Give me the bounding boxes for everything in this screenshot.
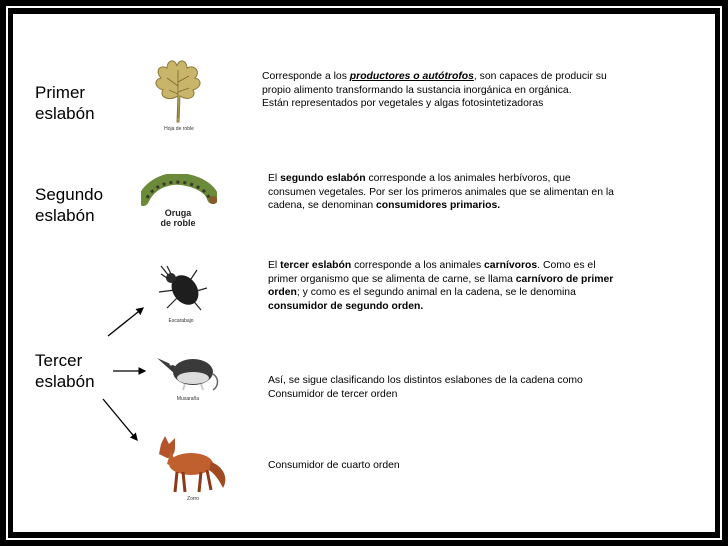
description-tercer-orden: [268, 374, 708, 401]
text-line: consumen vegetales. Por ser los primeros animales que se alimentan en la: [268, 186, 614, 198]
text-run: , son capaces de producir su: [473, 71, 607, 82]
text-line: Están representados por vegetales y algas fotosintetizadoras: [262, 98, 544, 110]
text-line: propio alimento transformando la sustancia inorgánica en orgánica.: [262, 84, 572, 96]
text-run: ; y como es el segundo animal en la cadena, se le denomina: [296, 287, 576, 299]
label-line: eslabón: [35, 372, 95, 391]
text-run: El: [268, 260, 281, 271]
text-line: Así, se sigue clasificando los distintos eslabones de la cadena como: [268, 375, 583, 386]
text-run: El: [268, 173, 281, 184]
text-run: corresponde a los animales herbívoros, que: [365, 173, 571, 184]
text-line: Consumidor de tercer orden: [268, 388, 398, 400]
description-segundo-eslabon: [268, 172, 708, 213]
text-bold: tercer eslabón: [280, 260, 352, 271]
label-line: Segundo: [35, 185, 104, 204]
arrow-to-zorro: [103, 399, 137, 440]
caption-zorro: Zorro: [187, 496, 199, 502]
label-line: Primer: [35, 83, 86, 102]
productores-link-text: productores o autótrofos: [349, 71, 474, 82]
caption-line: de roble: [160, 218, 196, 228]
caption-musarana: Musaraña: [176, 396, 200, 402]
text-run: . Como es el: [537, 260, 596, 271]
text-run: Corresponde a los: [262, 71, 350, 82]
text-line: Consumidor de cuarto orden: [268, 460, 400, 471]
text-bold: segundo eslabón: [280, 173, 366, 184]
text-run: cadena, se denominan: [268, 200, 377, 212]
description-primer-eslabon: [262, 70, 702, 111]
description-cuarto-orden: [268, 459, 708, 473]
text-bold: consumidores primarios.: [376, 200, 501, 212]
text-run: primer organismo que se alimenta de carne, se llama: [268, 273, 516, 285]
text-bold: carnívoro de primer: [515, 273, 614, 285]
slide: [13, 14, 715, 532]
caption-hoja-de-roble: Hoja de roble: [164, 126, 194, 132]
label-line: Tercer: [35, 351, 83, 370]
label-line: eslabón: [35, 206, 95, 225]
text-bold: carnívoros: [484, 260, 538, 271]
text-bold: consumidor de segundo orden.: [268, 300, 424, 312]
label-line: eslabón: [35, 104, 95, 123]
caption-escarabajo: Escarabajo: [168, 318, 194, 324]
description-tercer-eslabon: [268, 259, 708, 313]
arrow-to-escarabajo: [108, 308, 143, 336]
caption-line: Oruga: [164, 208, 192, 218]
text-bold: orden: [268, 287, 297, 299]
text-run: corresponde a los animales: [351, 260, 485, 271]
